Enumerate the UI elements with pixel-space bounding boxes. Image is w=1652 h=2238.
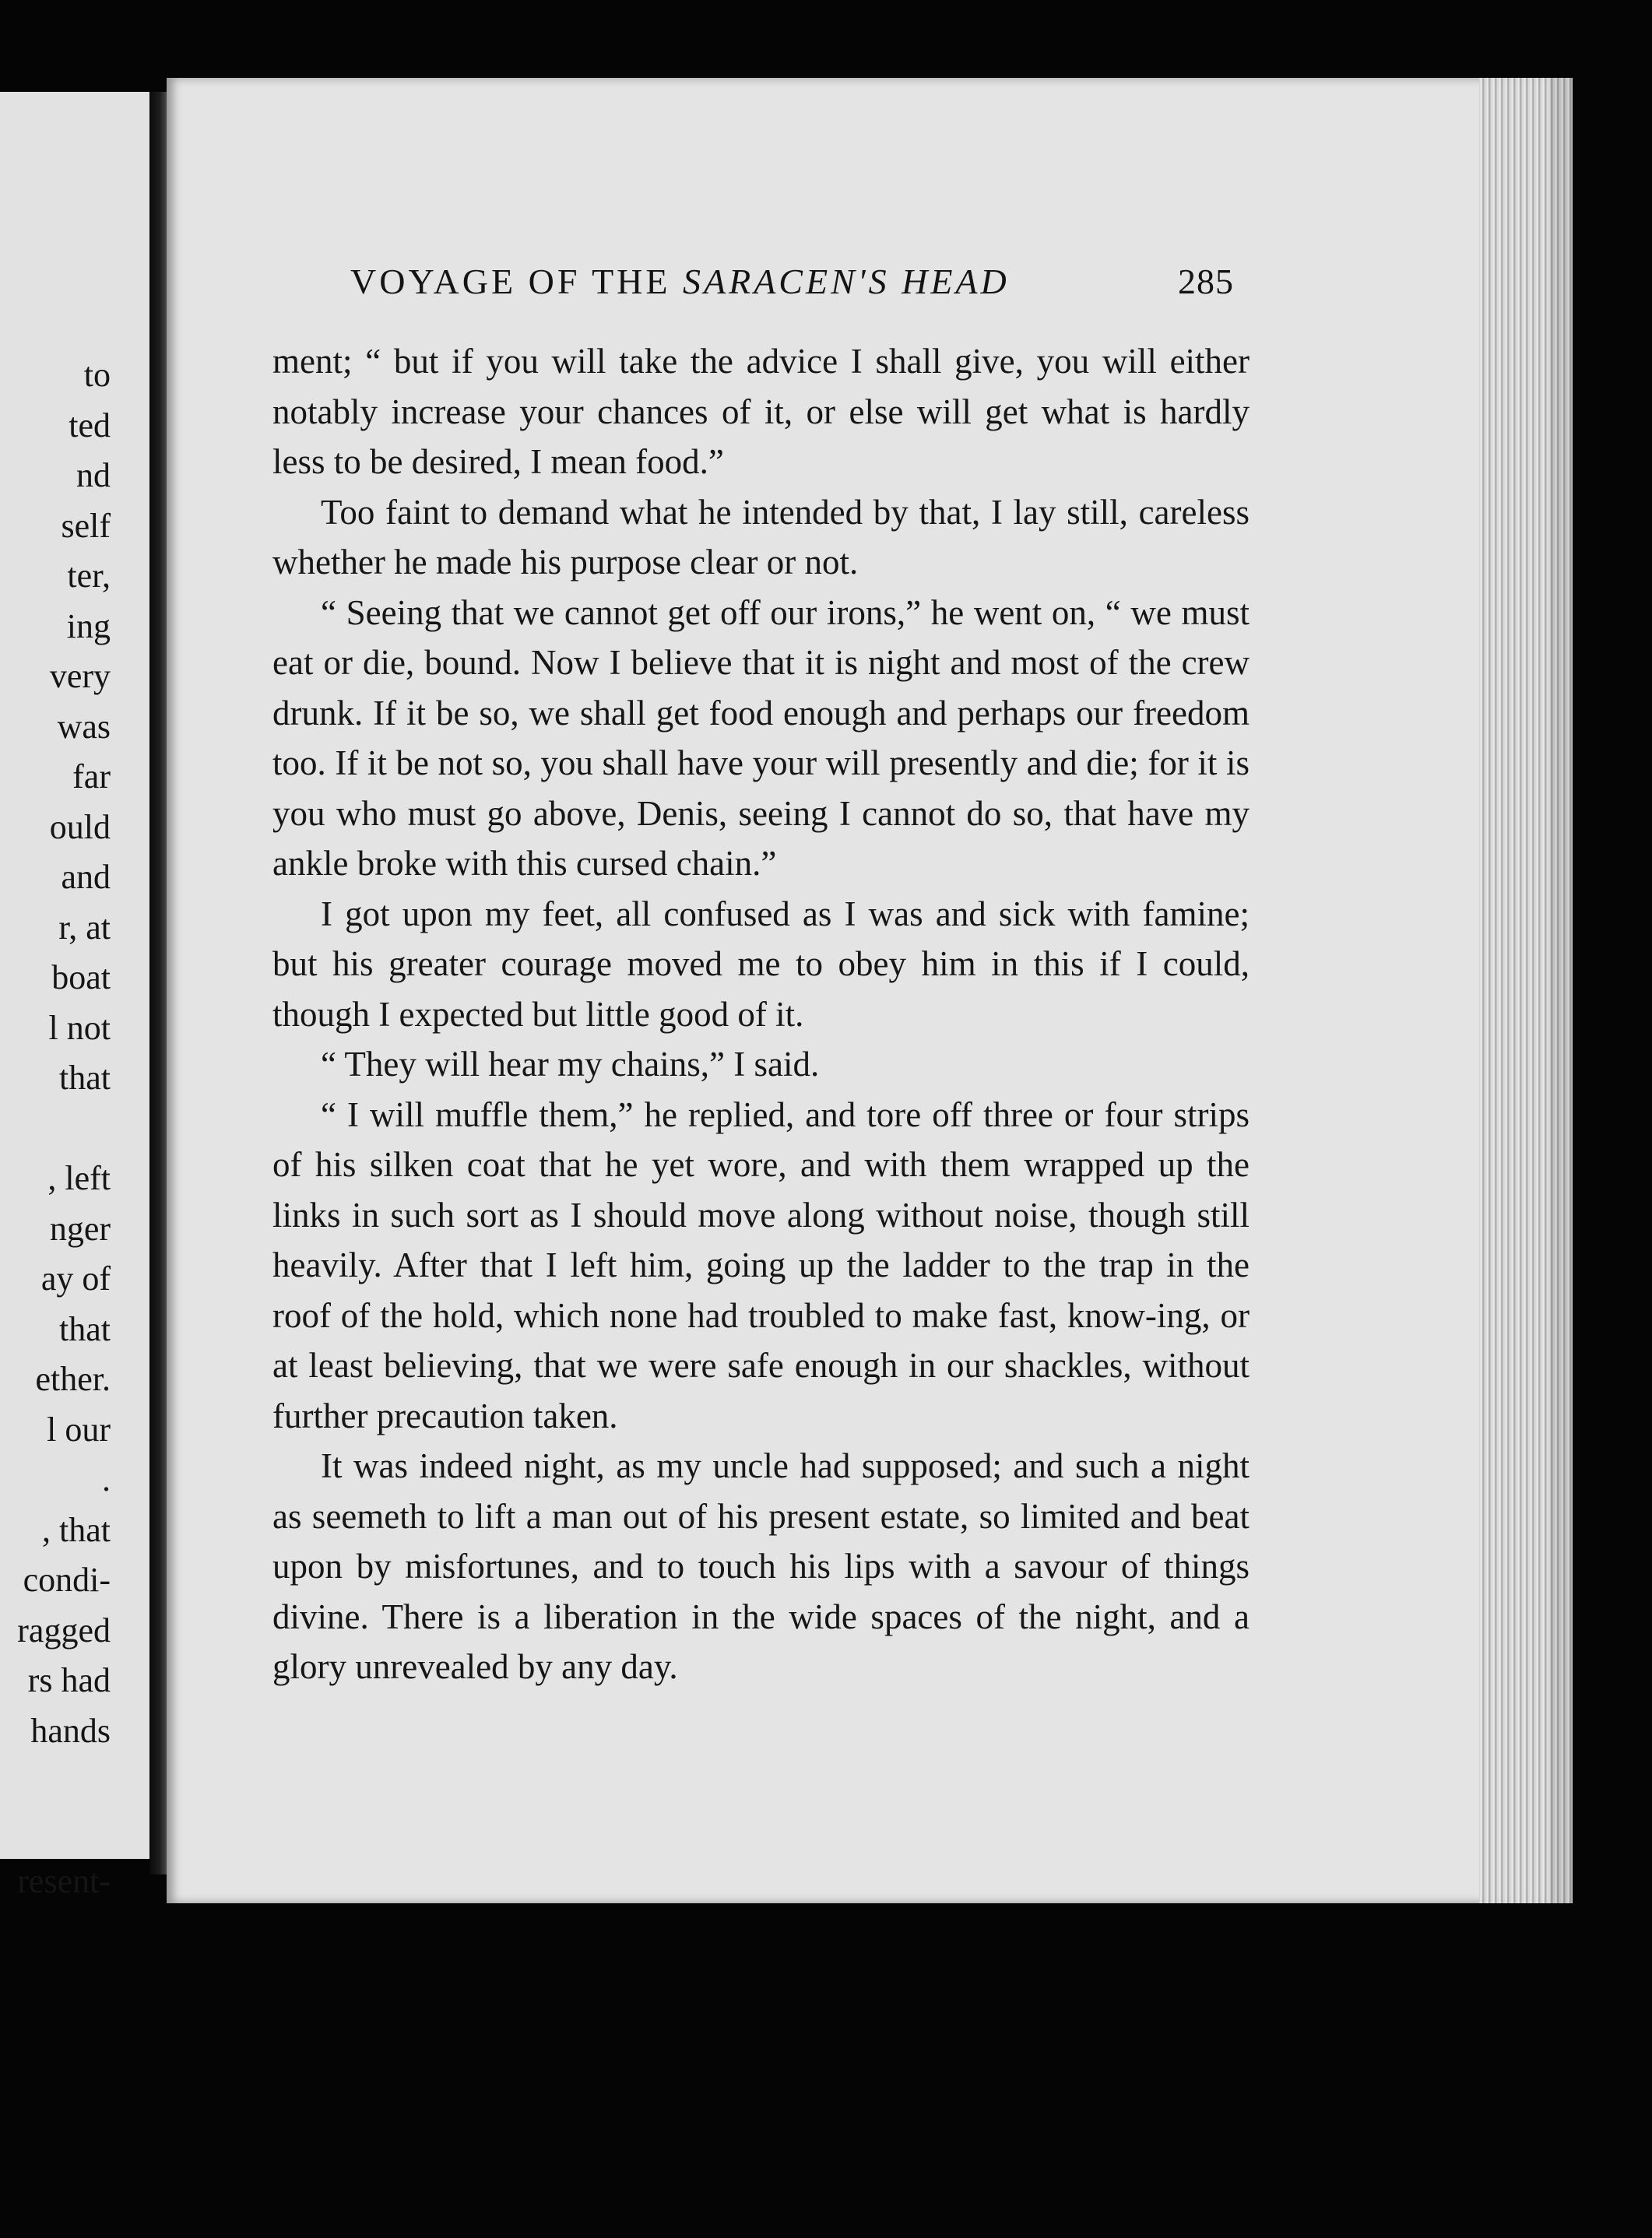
- running-head-title: [350, 261, 1010, 302]
- paragraph: I got upon my feet, all confused as I was and sick with famine; but his greater courage moved me to obey him in this if I could, though I expected but little good of it.: [272, 894, 1250, 1034]
- left-page-fragment: that: [59, 1309, 111, 1348]
- page-body-text: [272, 336, 1250, 1692]
- left-page-fragment: far: [72, 757, 111, 796]
- left-page-fragment: hands: [30, 1711, 111, 1750]
- left-page-fragment: , that: [42, 1510, 111, 1549]
- page-edges: [1479, 78, 1573, 1903]
- left-page-fragment: rs had: [27, 1661, 111, 1699]
- left-page-fragment: ether.: [35, 1360, 111, 1398]
- paragraph: “ I will muffle them,” he replied, and tore off three or four strips of his silken coat that he yet wore, and with them wrapped up the links in such sort as I should move along without noise, though still heavily. After that I left him, going up the ladder to the trap in the roof of the hold, which none had troubled to make fast, know-ing, or at least believing, that we were safe enough in our shackles, without further precaution taken.: [272, 1094, 1250, 1435]
- left-page-fragment: ing: [66, 606, 111, 645]
- left-page-fragment: self: [61, 506, 111, 545]
- left-page-margin: [0, 92, 149, 1900]
- running-head-title-italic: SARACEN'S HEAD: [683, 262, 1010, 301]
- left-page-fragment: ragged: [17, 1611, 111, 1650]
- left-page-fragment: and: [61, 858, 111, 896]
- left-page-fragment: r, at: [58, 908, 111, 947]
- left-page-text-fragments: [0, 92, 149, 1900]
- left-page-fragment: l our: [47, 1410, 111, 1449]
- left-page-fragment: was: [57, 707, 111, 746]
- left-page-fragment: ted: [69, 406, 111, 444]
- left-page-fragment: resent-: [17, 1862, 111, 1900]
- paragraph: “ They will hear my chains,” I said.: [321, 1045, 820, 1084]
- left-page-fragment: that: [59, 1059, 111, 1097]
- paragraph: ment; “ but if you will take the advice I shall give, you will either notably increase your chances of it, or else will get what is hardly less to be desired, I mean food.”: [272, 342, 1250, 481]
- paragraph: It was indeed night, as my uncle had supposed; and such a night as seemeth to lift a man out of his present estate, so limited and beat upon by misfortunes, and to touch his lips with a savour of things divine. There is a liberation in the wide spaces of the night, and a glory unrevealed by any day.: [272, 1446, 1250, 1686]
- left-page-fragment: l not: [48, 1008, 111, 1047]
- left-page-fragment: , left: [47, 1159, 111, 1197]
- left-page-fragment: nger: [49, 1209, 111, 1248]
- left-page-fragment: ter,: [67, 557, 111, 595]
- left-page-fragment: boat: [51, 958, 111, 996]
- left-page-fragment: very: [49, 657, 111, 695]
- running-head-title-plain: VOYAGE OF THE: [350, 262, 683, 301]
- left-page-fragment: .: [102, 1460, 111, 1498]
- left-page-fragment: ould: [49, 807, 111, 846]
- left-page-fragment: condi-: [23, 1561, 111, 1599]
- page-number: 285: [1178, 262, 1234, 301]
- left-page-fragment: nd: [76, 456, 111, 494]
- left-page-fragment: ay of: [40, 1260, 111, 1298]
- paragraph: “ Seeing that we cannot get off our irons,” he went on, “ we must eat or die, bound. Now I believe that it is night and most of the crew drunk. If it be so, we shall get food enough and perhaps our freedom too. If it be not so, you shall have your will presently and die; for it is you who must go above, Denis, seeing I cannot do so, that have my ankle broke with this cursed chain.”: [272, 592, 1250, 883]
- left-page-fragment: to: [83, 356, 111, 394]
- paragraph: Too faint to demand what he intended by that, I lay still, careless whether he made his purpose clear or not.: [272, 492, 1250, 581]
- book-gutter: [149, 92, 167, 1874]
- running-head: [350, 261, 1234, 302]
